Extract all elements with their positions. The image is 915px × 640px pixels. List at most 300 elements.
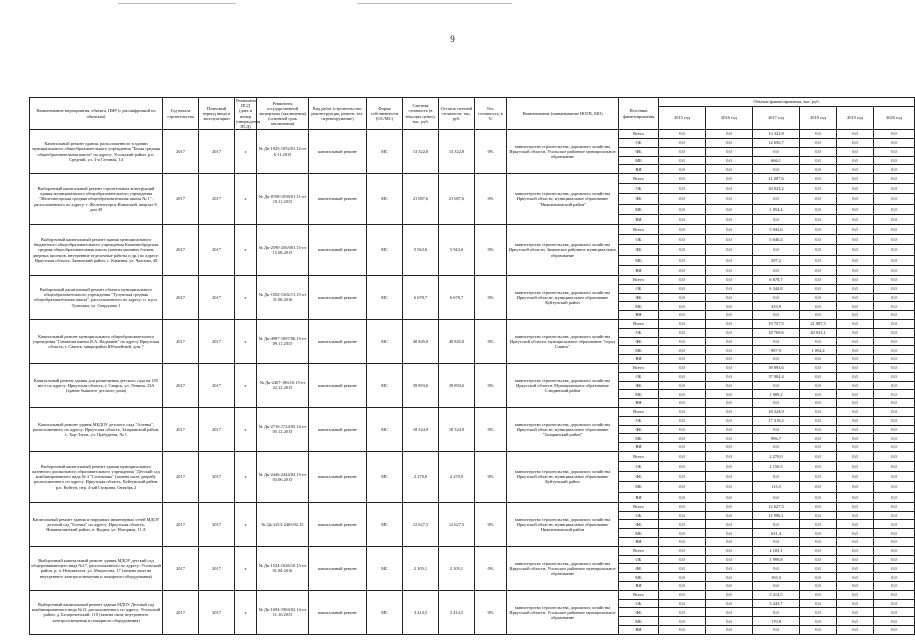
funding-value-cell: 0,0 xyxy=(659,502,706,511)
col-ownership-header: Форма собственности (ОС/МС) xyxy=(367,98,403,130)
funding-source-label: ВИ xyxy=(619,582,659,591)
funding-value-cell: 0,0 xyxy=(706,546,753,555)
ownership-cell: МС xyxy=(367,363,403,407)
project-description: Капитальный ремонт здания и наружных инженерных сетей МДОУ детский сад "Елочка" по адресу: Иркутская область, Нижнеилимский район, п. Видим, ул. Нагорная, 11 А xyxy=(30,502,163,546)
funding-value-cell: 105,3 xyxy=(753,573,800,582)
funding-value-cell: 5 943,6 xyxy=(753,225,800,235)
funding-value-cell: 0,0 xyxy=(800,225,837,235)
project-row xyxy=(30,225,915,235)
funding-source-label: ОБ xyxy=(619,138,659,147)
funding-value-cell: 0,0 xyxy=(874,138,915,147)
funding-value-cell: 0,0 xyxy=(874,302,915,311)
funding-value-cell: 0,0 xyxy=(659,434,706,443)
funding-source-label: МБ xyxy=(619,302,659,311)
funding-value-cell: 0,0 xyxy=(800,399,837,408)
funding-value-cell: 0,0 xyxy=(837,443,874,452)
funding-value-cell: 0,0 xyxy=(874,174,915,184)
funding-value-cell: 0,0 xyxy=(800,529,837,538)
funding-value-cell: 0,0 xyxy=(800,265,837,275)
funding-value-cell: 0,0 xyxy=(753,293,800,302)
funding-value-cell: 0,0 xyxy=(800,147,837,156)
funding-value-cell: 666,1 xyxy=(753,156,800,165)
work-type-cell: капитальный ремонт xyxy=(309,174,367,225)
funding-value-cell: 0,0 xyxy=(874,617,915,626)
commission-year-cell: 2017 xyxy=(199,590,235,634)
funding-value-cell: 0,0 xyxy=(837,617,874,626)
funding-value-cell: 0,0 xyxy=(874,255,915,265)
funding-value-cell: 18 769,6 xyxy=(753,328,800,337)
funding-value-cell: 0,0 xyxy=(659,255,706,265)
funding-value-cell: 0,0 xyxy=(659,416,706,425)
funding-value-cell: 0,0 xyxy=(706,582,753,591)
project-row xyxy=(30,130,915,139)
funding-value-cell: 11 996,1 xyxy=(753,511,800,520)
funding-value-cell: 0,0 xyxy=(800,138,837,147)
funding-value-cell: 0,0 xyxy=(706,147,753,156)
funding-value-cell: 0,0 xyxy=(706,319,753,328)
estimated-cost-cell: 13 322,8 xyxy=(403,130,439,174)
funding-value-cell: 0,0 xyxy=(800,472,837,482)
funding-value-cell: 0,0 xyxy=(800,451,837,461)
funding-value-cell: 0,0 xyxy=(837,582,874,591)
project-row xyxy=(30,363,915,372)
funding-value-cell: 0,0 xyxy=(874,520,915,529)
col-start-year-header: Год начала строительства xyxy=(163,98,199,130)
funding-value-cell: 0,0 xyxy=(837,293,874,302)
funding-value-cell: 0,0 xyxy=(837,492,874,502)
work-type-cell: капитальный ремонт xyxy=(309,451,367,502)
funding-value-cell: 0,0 xyxy=(706,626,753,635)
funding-source-label: МБ xyxy=(619,390,659,399)
funding-value-cell: 0,0 xyxy=(874,265,915,275)
ownership-cell: МС xyxy=(367,319,403,363)
remaining-cost-cell: 5 943,6 xyxy=(439,225,475,276)
funding-value-cell: 0,0 xyxy=(874,204,915,214)
funding-value-cell: 0,0 xyxy=(706,174,753,184)
funding-value-cell: 12 656,7 xyxy=(753,138,800,147)
work-type-cell: капитальный ремонт xyxy=(309,130,367,174)
commission-year-cell: 2017 xyxy=(199,363,235,407)
funding-source-label: Всего xyxy=(619,319,659,328)
contract-cell: № Дк-0708-1058/01.11-от 19.11.2015 xyxy=(257,174,309,225)
funding-source-label: ОБ xyxy=(619,599,659,608)
funding-value-cell: 1 054,4 xyxy=(753,204,800,214)
funding-value-cell: 0,0 xyxy=(659,363,706,372)
contract-cell: № Дк-2446-2444/02.15-от 03.06.2015 xyxy=(257,451,309,502)
project-description: Выборочный капитальный ремонт здания МДОУ детский сад общеразвивающего вида №17, расположенного по адресу: Усольский район, р. п. Новомальта, ул. Матросова, 17 (замена окон на внутреннего электроосвещения и пожарного оборудования) xyxy=(30,546,163,590)
funding-value-cell: 0,0 xyxy=(659,130,706,139)
funding-value-cell: 2 105,1 xyxy=(753,546,800,555)
funding-value-cell: 0,0 xyxy=(706,434,753,443)
col-description-header: Наименование мероприятия, объекта, ПИР (с расшифровкой по объектам) xyxy=(30,98,163,130)
project-row xyxy=(30,319,915,328)
funding-value-cell: 17 418,2 xyxy=(753,416,800,425)
readiness-cell: 0% xyxy=(475,363,507,407)
funding-value-cell: 0,0 xyxy=(800,608,837,617)
funding-value-cell: 0,0 xyxy=(706,381,753,390)
funding-source-label: МБ xyxy=(619,156,659,165)
work-type-cell: капитальный ремонт xyxy=(309,546,367,590)
funding-value-cell: 0,0 xyxy=(659,165,706,174)
estimated-cost-cell: 3 414,5 xyxy=(403,590,439,634)
funding-value-cell: 0,0 xyxy=(800,130,837,139)
work-type-cell: капитальный ремонт xyxy=(309,319,367,363)
funding-value-cell: 0,0 xyxy=(837,284,874,293)
funding-value-cell: 0,0 xyxy=(753,492,800,502)
funding-value-cell: 2 156,5 xyxy=(753,462,800,472)
funding-value-cell: 0,0 xyxy=(800,617,837,626)
remaining-cost-cell: 3 414,5 xyxy=(439,590,475,634)
funding-value-cell: 0,0 xyxy=(874,245,915,255)
funding-value-cell: 0,0 xyxy=(800,626,837,635)
readiness-cell: 0% xyxy=(475,451,507,502)
funding-value-cell: 0,0 xyxy=(837,156,874,165)
work-type-cell: капитальный ремонт xyxy=(309,225,367,276)
funding-value-cell: 0,0 xyxy=(837,302,874,311)
funding-value-cell: 0,0 xyxy=(874,590,915,599)
funding-source-label: ФБ xyxy=(619,381,659,390)
funding-value-cell: 0,0 xyxy=(800,599,837,608)
funding-value-cell: 0,0 xyxy=(874,355,915,364)
funding-value-cell: 0,0 xyxy=(659,451,706,461)
work-type-cell: капитальный ремонт xyxy=(309,407,367,451)
funding-source-label: Всего xyxy=(619,590,659,599)
funding-value-cell: 0,0 xyxy=(837,407,874,416)
project-description: Капитальный ремонт муниципального общеобразовательного учреждения "Гимназия имени В.А. Надькина" по адресу Иркутская область, г. Саянск, микрорайон Юбилейный, дом 7 xyxy=(30,319,163,363)
funding-value-cell: 0,0 xyxy=(837,573,874,582)
funding-value-cell: 0,0 xyxy=(706,328,753,337)
funding-value-cell: 0,0 xyxy=(753,311,800,320)
funding-value-cell: 0,0 xyxy=(837,564,874,573)
funding-value-cell: 0,0 xyxy=(659,381,706,390)
funding-source-label: Всего xyxy=(619,275,659,284)
funding-value-cell: 0,0 xyxy=(874,147,915,156)
funding-value-cell: 0,0 xyxy=(800,590,837,599)
funding-value-cell: 0,0 xyxy=(874,194,915,204)
funding-value-cell: 0,0 xyxy=(706,425,753,434)
funding-value-cell: 0,0 xyxy=(706,346,753,355)
work-type-cell: капитальный ремонт xyxy=(309,275,367,319)
estimated-cost-cell: 5 943,6 xyxy=(403,225,439,276)
estimated-cost-cell: 21 087,6 xyxy=(403,174,439,225)
funding-value-cell: 0,0 xyxy=(874,284,915,293)
funding-value-cell: 0,0 xyxy=(874,381,915,390)
commission-year-cell: 2017 xyxy=(199,174,235,225)
funding-value-cell: 0,0 xyxy=(837,355,874,364)
funding-value-cell: 0,0 xyxy=(837,204,874,214)
funding-value-cell: 0,0 xyxy=(874,165,915,174)
funding-value-cell: 0,0 xyxy=(800,165,837,174)
funding-value-cell: 0,0 xyxy=(874,328,915,337)
funding-value-cell: 0,0 xyxy=(874,390,915,399)
funding-value-cell: 0,0 xyxy=(753,564,800,573)
funding-value-cell: 0,0 xyxy=(659,225,706,235)
customer-cell: министерство строительства, дорожного хозяйства Иркутской области, муниципальное образование Нижнеилимский район xyxy=(507,502,619,546)
project-description: Капитальный ремонт здания, расположенного в здании муниципального общеобразовательного учреждения "Белая средняя общеобразовательная школа" по адресу: Усольский район, р.п. Средний, ул. 3-я Степная, 14 xyxy=(30,130,163,174)
funding-value-cell: 0,0 xyxy=(659,265,706,275)
funding-value-cell: 0,0 xyxy=(837,416,874,425)
funding-value-cell: 39 893,6 xyxy=(753,363,800,372)
funding-source-label: ФБ xyxy=(619,472,659,482)
funding-value-cell: 0,0 xyxy=(659,319,706,328)
funding-value-cell: 0,0 xyxy=(874,502,915,511)
funding-value-cell: 1 054,4 xyxy=(800,346,837,355)
funding-source-label: ОБ xyxy=(619,555,659,564)
funding-value-cell: 0,0 xyxy=(659,355,706,364)
funding-value-cell: 0,0 xyxy=(874,529,915,538)
funding-source-label: ОБ xyxy=(619,184,659,194)
funding-source-label: ВИ xyxy=(619,265,659,275)
funding-source-label: Всего xyxy=(619,363,659,372)
funding-value-cell: 0,0 xyxy=(706,573,753,582)
funding-value-cell: 0,0 xyxy=(800,337,837,346)
funding-value-cell: 0,0 xyxy=(659,147,706,156)
funding-value-cell: 0,0 xyxy=(874,275,915,284)
remaining-cost-cell: 12 627,5 xyxy=(439,502,475,546)
funding-value-cell: 0,0 xyxy=(706,302,753,311)
funding-value-cell: 0,0 xyxy=(706,520,753,529)
psd-cell: х xyxy=(235,546,257,590)
start-year-cell: 2017 xyxy=(163,590,199,634)
funding-value-cell: 0,0 xyxy=(837,174,874,184)
year-header-2020: 2020 год xyxy=(874,106,915,129)
col-customer-header: Наименование (наименование ИОГВ, МО) xyxy=(507,98,619,130)
col-estimated-cost-header: Сметная стоимость (в текущих ценах), тыс. руб. xyxy=(403,98,439,130)
funding-value-cell: 0,0 xyxy=(659,520,706,529)
funding-value-cell: 0,0 xyxy=(753,520,800,529)
remaining-cost-cell: 39 893,6 xyxy=(439,363,475,407)
funding-value-cell: 0,0 xyxy=(800,156,837,165)
project-description: Капитальный ремонт здания МБДОУ детского сада "Аленка", расположенного по адресу: Иркутская область, Заларинский район, с. Хор-Тагна, ул. Цыбудеева, № 1 xyxy=(30,407,163,451)
funding-value-cell: 0,0 xyxy=(753,214,800,224)
funding-value-cell: 20 033,1 xyxy=(800,328,837,337)
funding-value-cell: 0,0 xyxy=(706,407,753,416)
contract-cell: № Дк-2716-1724/05.14-от 05.12.2015 xyxy=(257,407,309,451)
funding-value-cell: 0,0 xyxy=(837,275,874,284)
funding-source-label: МБ xyxy=(619,529,659,538)
funding-value-cell: 0,0 xyxy=(874,293,915,302)
funding-value-cell: 0,0 xyxy=(753,425,800,434)
funding-value-cell: 0,0 xyxy=(837,165,874,174)
ownership-cell: МС xyxy=(367,275,403,319)
funding-value-cell: 0,0 xyxy=(706,284,753,293)
funding-value-cell: 0,0 xyxy=(706,245,753,255)
work-type-cell: капитальный ремонт xyxy=(309,502,367,546)
funding-source-label: ВИ xyxy=(619,399,659,408)
ownership-cell: МС xyxy=(367,451,403,502)
funding-value-cell: 0,0 xyxy=(800,390,837,399)
psd-cell: х xyxy=(235,275,257,319)
funding-value-cell: 0,0 xyxy=(837,590,874,599)
funding-value-cell: 0,0 xyxy=(800,184,837,194)
funding-source-label: ФБ xyxy=(619,564,659,573)
remaining-cost-cell: 6 678,7 xyxy=(439,275,475,319)
commission-year-cell: 2017 xyxy=(199,502,235,546)
funding-value-cell: 0,0 xyxy=(800,204,837,214)
funding-value-cell: 0,0 xyxy=(706,599,753,608)
funding-value-cell: 1 989,2 xyxy=(753,390,800,399)
funding-value-cell: 0,0 xyxy=(800,520,837,529)
psd-cell: х xyxy=(235,319,257,363)
funding-value-cell: 0,0 xyxy=(874,311,915,320)
year-header-2019: 2019 год xyxy=(837,106,874,129)
remaining-cost-cell: 18 324,9 xyxy=(439,407,475,451)
customer-cell: министерство строительства, дорожного хозяйства Иркутской области, Муниципальное образование Слюдянский район xyxy=(507,363,619,407)
funding-value-cell: 0,0 xyxy=(659,608,706,617)
funding-value-cell: 0,0 xyxy=(837,147,874,156)
funding-source-label: ФБ xyxy=(619,608,659,617)
funding-value-cell: 0,0 xyxy=(874,626,915,635)
start-year-cell: 2017 xyxy=(163,546,199,590)
ownership-cell: МС xyxy=(367,590,403,634)
funding-value-cell: 0,0 xyxy=(874,599,915,608)
funding-value-cell: 0,0 xyxy=(753,265,800,275)
funding-value-cell: 0,0 xyxy=(800,372,837,381)
customer-cell: министерство строительства, дорожного хозяйства Иркутской области, муниципальное образование "Нижнеилимский район" xyxy=(507,174,619,225)
funding-source-label: ОБ xyxy=(619,416,659,425)
funding-value-cell: 0,0 xyxy=(659,346,706,355)
commission-year-cell: 2017 xyxy=(199,275,235,319)
funding-value-cell: 0,0 xyxy=(837,390,874,399)
funding-value-cell: 0,0 xyxy=(800,235,837,245)
funding-value-cell: 0,0 xyxy=(837,520,874,529)
project-row xyxy=(30,451,915,461)
psd-cell: х xyxy=(235,130,257,174)
funding-value-cell: 0,0 xyxy=(706,265,753,275)
funding-value-cell: 0,0 xyxy=(659,293,706,302)
funding-value-cell: 0,0 xyxy=(659,529,706,538)
year-header-2016: 2016 год xyxy=(706,106,753,129)
funding-value-cell: 0,0 xyxy=(706,399,753,408)
funding-value-cell: 21 087,5 xyxy=(800,319,837,328)
funding-value-cell: 0,0 xyxy=(837,337,874,346)
funding-source-label: ФБ xyxy=(619,520,659,529)
funding-value-cell: 1 999,8 xyxy=(753,555,800,564)
funding-value-cell: 0,0 xyxy=(837,138,874,147)
funding-value-cell: 0,0 xyxy=(659,555,706,564)
funding-value-cell: 0,0 xyxy=(659,156,706,165)
funding-value-cell: 0,0 xyxy=(837,194,874,204)
start-year-cell: 2017 xyxy=(163,174,199,225)
funding-source-label: ФБ xyxy=(619,337,659,346)
funding-value-cell: 13 322,8 xyxy=(753,130,800,139)
funding-value-cell: 0,0 xyxy=(837,381,874,390)
funding-value-cell: 0,0 xyxy=(800,555,837,564)
funding-value-cell: 0,0 xyxy=(706,443,753,452)
funding-value-cell: 0,0 xyxy=(706,482,753,492)
funding-source-label: МБ xyxy=(619,204,659,214)
project-description: Выборочный капитальный ремонт здания муниципального казенного дошкольного образовательного учреждения "Детский сад комбинированного вида № 3 "Солнышко" (замена окон, дверей), расположенного по адресу: Иркутская область, Куйтунский район, р.п. Куйтун, пер. 4-ый Гагарина, Октябрь 2 xyxy=(30,451,163,502)
funding-value-cell: 0,0 xyxy=(874,462,915,472)
funding-value-cell: 0,0 xyxy=(800,511,837,520)
project-description: Выборочный капитальный ремонт здания МДОУ Детский сад комбинированного вида №13, расположенного по адресу: Усольский район, д. Белореченский, 110 (замена окон, внутреннего электроосвещения и пожарного оборудования) xyxy=(30,590,163,634)
funding-value-cell: 0,0 xyxy=(706,311,753,320)
funding-value-cell: 0,0 xyxy=(800,416,837,425)
funding-value-cell: 0,0 xyxy=(874,416,915,425)
col-readiness-header: Тех. готовность, в % xyxy=(475,98,507,130)
ownership-cell: МС xyxy=(367,130,403,174)
customer-cell: министерство строительства, дорожного хозяйства Иркутской области, Усольское районное муниципальное образование xyxy=(507,130,619,174)
funding-value-cell: 0,0 xyxy=(837,451,874,461)
funding-value-cell: 0,0 xyxy=(706,416,753,425)
funding-source-label: МБ xyxy=(619,255,659,265)
remaining-cost-cell: 40 845,0 xyxy=(439,319,475,363)
funding-value-cell: 0,0 xyxy=(706,235,753,245)
funding-value-cell: 0,0 xyxy=(874,472,915,482)
funding-value-cell: 0,0 xyxy=(874,511,915,520)
funding-value-cell: 631,4 xyxy=(753,529,800,538)
funding-value-cell: 0,0 xyxy=(706,608,753,617)
funding-value-cell: 0,0 xyxy=(753,147,800,156)
funding-value-cell: 0,0 xyxy=(753,472,800,482)
funding-value-cell: 0,0 xyxy=(800,538,837,547)
funding-value-cell: 0,0 xyxy=(706,502,753,511)
psd-cell: х xyxy=(235,225,257,276)
funding-source-label: ВИ xyxy=(619,492,659,502)
contract-cell: № Дк-4987-1097/06.15-от 09.11.2015 xyxy=(257,319,309,363)
funding-value-cell: 0,0 xyxy=(800,214,837,224)
remaining-cost-cell: 21 087,6 xyxy=(439,174,475,225)
funding-value-cell: 0,0 xyxy=(874,130,915,139)
commission-year-cell: 2017 xyxy=(199,546,235,590)
project-description: Выборочный капитальный ремонт объекта муниципального общеобразовательного учреждения "Тулунская средняя общеобразовательная школа", расположенного по адресу: п. н.р.п. Тулюшка, ул. Свердлова 1 xyxy=(30,275,163,319)
col-remaining-cost-header: Остаток сметной стоимости, тыс. руб. xyxy=(439,98,475,130)
customer-cell: министерство строительства, дорожного хозяйства Иркутской области, муниципальное образование "Заларинский район" xyxy=(507,407,619,451)
funding-value-cell: 0,0 xyxy=(874,184,915,194)
funding-value-cell: 0,0 xyxy=(659,582,706,591)
funding-value-cell: 0,0 xyxy=(800,434,837,443)
project-description: Выборочный капитальный ремонт строительных конструкций здания муниципального общеобразовательного учреждения "Железногорская средняя общеобразовательная школа № 1", расположенного по адресу: г. Железногорск-Илимский, квартал 8, дом 49 xyxy=(30,174,163,225)
funding-value-cell: 0,0 xyxy=(874,425,915,434)
funding-value-cell: 0,0 xyxy=(706,372,753,381)
readiness-cell: 0% xyxy=(475,225,507,276)
funding-source-label: ОБ xyxy=(619,372,659,381)
funding-value-cell: 0,0 xyxy=(706,184,753,194)
funding-source-label: ФБ xyxy=(619,293,659,302)
funding-value-cell: 0,0 xyxy=(874,337,915,346)
funding-value-cell: 0,0 xyxy=(800,407,837,416)
funding-value-cell: 0,0 xyxy=(800,245,837,255)
psd-cell: х xyxy=(235,407,257,451)
funding-value-cell: 0,0 xyxy=(837,482,874,492)
funding-value-cell: 0,0 xyxy=(837,319,874,328)
contract-cell: № Дк-2413-2465/02.15 xyxy=(257,502,309,546)
funding-value-cell: 18 324,9 xyxy=(753,407,800,416)
funding-value-cell: 0,0 xyxy=(837,529,874,538)
funding-source-label: ФБ xyxy=(619,245,659,255)
funding-value-cell: 0,0 xyxy=(800,381,837,390)
project-row xyxy=(30,546,915,555)
project-row xyxy=(30,275,915,284)
funding-value-cell: 0,0 xyxy=(659,599,706,608)
funding-value-cell: 0,0 xyxy=(753,608,800,617)
work-type-cell: капитальный ремонт xyxy=(309,590,367,634)
funding-value-cell: 0,0 xyxy=(837,225,874,235)
funding-value-cell: 0,0 xyxy=(706,555,753,564)
funding-value-cell: 0,0 xyxy=(874,346,915,355)
funding-value-cell: 0,0 xyxy=(874,319,915,328)
funding-source-label: ФБ xyxy=(619,194,659,204)
funding-value-cell: 21 087,6 xyxy=(753,174,800,184)
funding-value-cell: 0,0 xyxy=(753,165,800,174)
funding-value-cell: 0,0 xyxy=(753,194,800,204)
commission-year-cell: 2017 xyxy=(199,407,235,451)
ownership-cell: МС xyxy=(367,502,403,546)
readiness-cell: 0% xyxy=(475,502,507,546)
funding-value-cell: 0,0 xyxy=(874,363,915,372)
funding-value-cell: 0,0 xyxy=(659,328,706,337)
funding-source-label: МБ xyxy=(619,434,659,443)
